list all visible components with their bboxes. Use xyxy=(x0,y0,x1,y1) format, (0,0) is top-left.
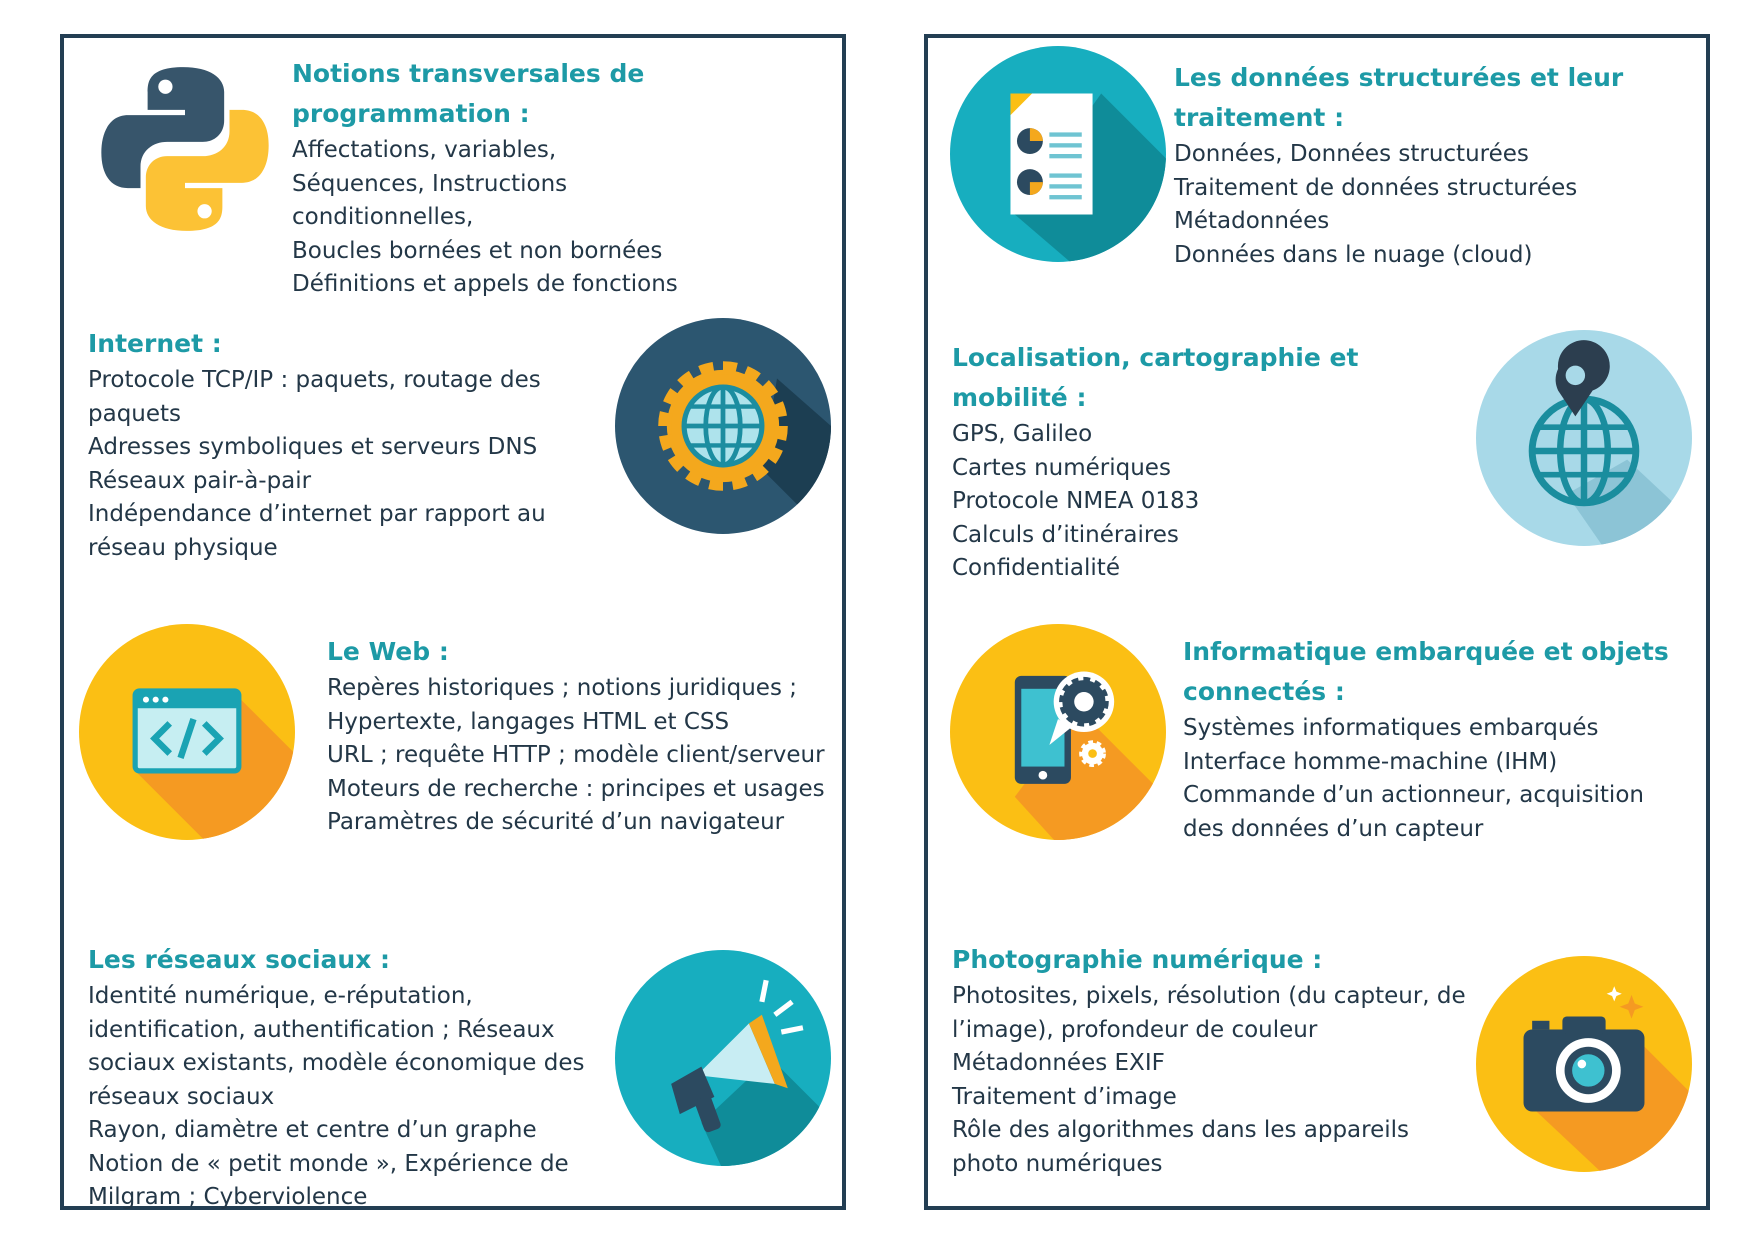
list-item: Affectations, variables, xyxy=(292,137,557,163)
section-title: Les données structurées et leur traitement : xyxy=(1174,63,1624,132)
list-item: Adresses symboliques et serveurs DNS xyxy=(88,434,538,460)
section-embarquee xyxy=(1183,632,1673,846)
python-logo-icon xyxy=(96,60,274,238)
list-item: Interface homme-machine (IHM) xyxy=(1183,748,1558,775)
list-item: Confidentialité xyxy=(952,555,1120,581)
list-item: Protocole NMEA 0183 xyxy=(952,488,1200,514)
item-list xyxy=(952,980,1472,1181)
smartphone-gear-icon xyxy=(950,624,1166,840)
item-list xyxy=(88,980,618,1215)
item-list xyxy=(1174,138,1674,272)
section-title: Internet : xyxy=(88,329,222,358)
data-report-icon xyxy=(950,46,1166,262)
section-internet xyxy=(88,324,623,565)
list-item: Paramètres de sécurité d’un navigateur xyxy=(327,809,785,835)
list-item: Métadonnées EXIF xyxy=(952,1050,1165,1076)
section-title: Localisation, cartographie et mobilité : xyxy=(952,343,1359,412)
list-item: Traitement d’image xyxy=(952,1083,1177,1110)
list-item: Données dans le nuage (cloud) xyxy=(1174,241,1533,268)
section-localisation xyxy=(952,338,1472,586)
list-item: Photosites, pixels, résolution (du capteur, de l’image), profondeur de couleur xyxy=(952,983,1466,1043)
section-photographie xyxy=(952,940,1472,1181)
list-item: Rayon, diamètre et centre d’un graphe xyxy=(88,1117,537,1143)
section-web xyxy=(327,632,827,840)
list-item: Protocole TCP/IP : paquets, routage des paquets xyxy=(88,367,541,427)
list-item: Hypertexte, langages HTML et CSS xyxy=(327,708,730,735)
item-list xyxy=(327,672,827,840)
list-item: Métadonnées xyxy=(1174,208,1330,234)
list-item: Définitions et appels de fonctions xyxy=(292,271,678,297)
section-title: Informatique embarquée et objets connectés : xyxy=(1183,637,1669,706)
item-list xyxy=(88,364,623,565)
code-window-icon xyxy=(79,624,295,840)
section-title: Les réseaux sociaux : xyxy=(88,945,391,974)
section-reseaux-sociaux xyxy=(88,940,618,1215)
section-donnees xyxy=(1174,58,1674,272)
list-item: Rôle des algorithmes dans les appareils photo numériques xyxy=(952,1117,1410,1177)
section-title: Photographie numérique : xyxy=(952,945,1323,974)
list-item: URL ; requête HTTP ; modèle client/serveur xyxy=(327,742,825,768)
list-item: Systèmes informatiques embarqués xyxy=(1183,715,1599,741)
list-item: Commande d’un actionneur, acquisition des données d’un capteur xyxy=(1183,782,1644,842)
list-item: Calculs d’itinéraires xyxy=(952,521,1179,548)
list-item: Réseaux pair-à-pair xyxy=(88,467,312,494)
list-item: Moteurs de recherche : principes et usages xyxy=(327,775,825,802)
list-item: Notion de « petit monde », Expérience de Milgram ; Cyberviolence xyxy=(88,1150,569,1210)
item-list xyxy=(292,134,742,302)
list-item: Traitement de données structurées xyxy=(1174,174,1578,201)
list-item: Boucles bornées et non bornées xyxy=(292,237,663,264)
list-item: GPS, Galileo xyxy=(952,421,1093,447)
list-item: Données, Données structurées xyxy=(1174,141,1529,167)
list-item: Séquences, Instructions conditionnelles, xyxy=(292,170,568,230)
item-list xyxy=(952,418,1472,586)
list-item: Indépendance d’internet par rapport au réseau physique xyxy=(88,501,546,561)
globe-gear-icon xyxy=(615,318,831,534)
section-programmation xyxy=(292,54,742,302)
globe-location-pin-icon xyxy=(1476,330,1692,546)
camera-icon xyxy=(1476,956,1692,1172)
item-list xyxy=(1183,712,1673,846)
megaphone-icon xyxy=(615,950,831,1166)
list-item: Repères historiques ; notions juridiques ; xyxy=(327,675,797,701)
section-title: Le Web : xyxy=(327,637,449,666)
list-item: Cartes numériques xyxy=(952,454,1171,481)
list-item: Identité numérique, e-réputation, identification, authentification ; Réseaux sociaux existants, modèle économique des réseaux sociaux xyxy=(88,983,585,1110)
section-title: Notions transversales de programmation : xyxy=(292,59,645,128)
